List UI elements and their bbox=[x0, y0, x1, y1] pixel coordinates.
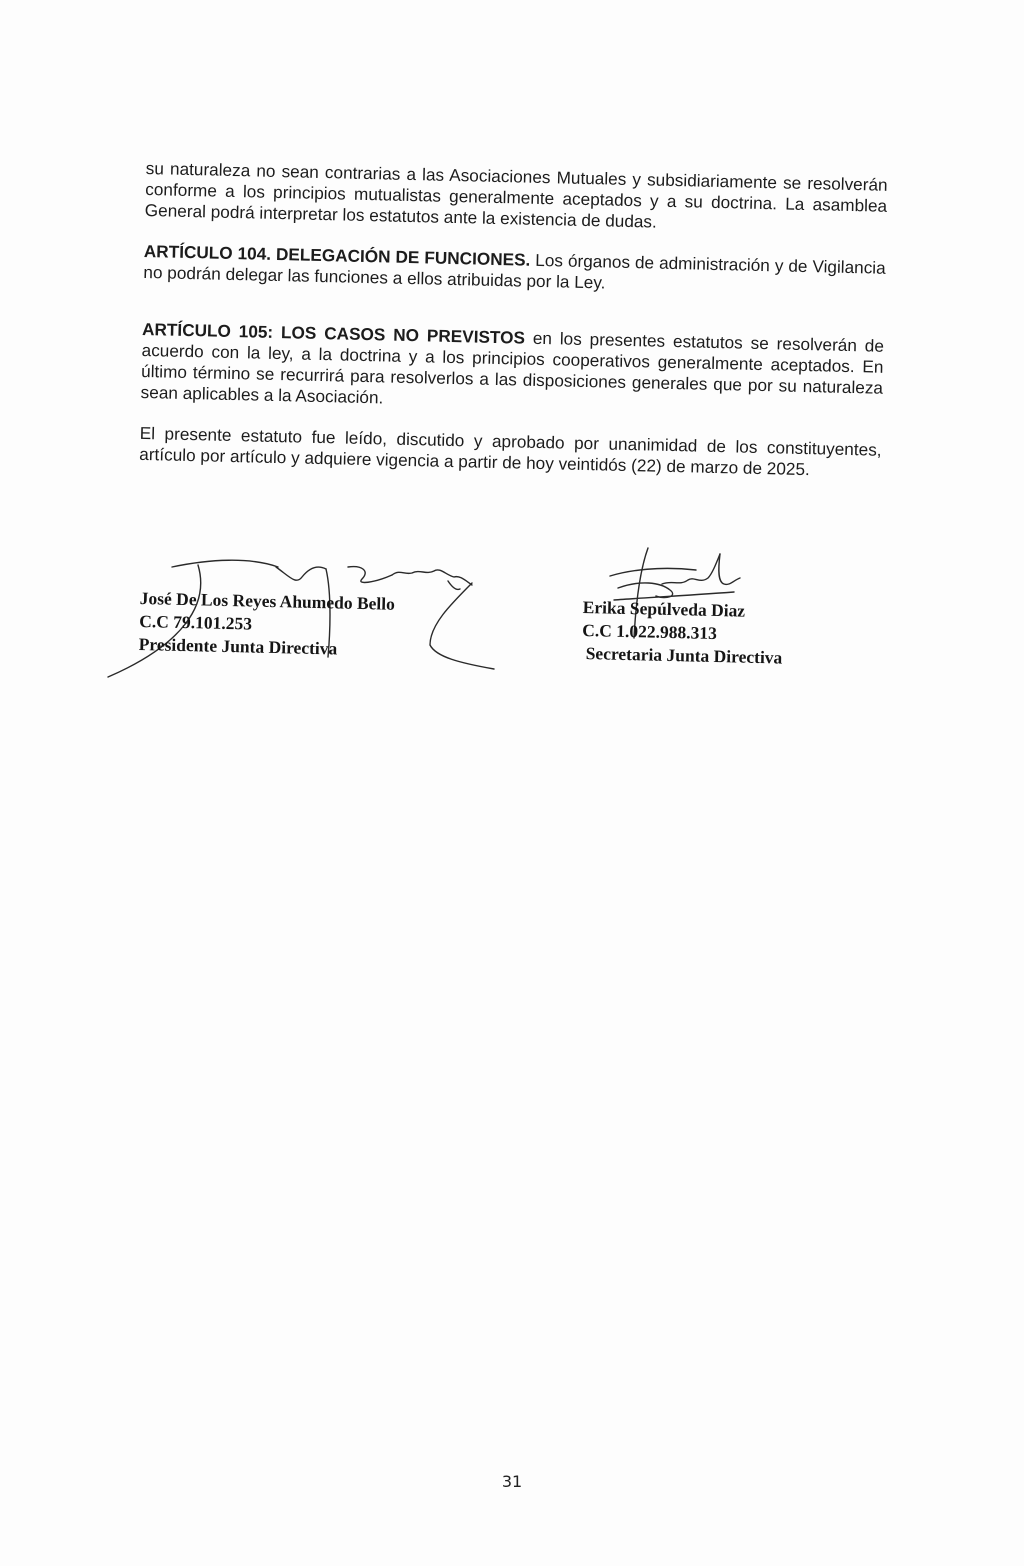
paragraph-text: su naturaleza no sean contrarias a las Asociaciones Mutuales y subsidiariamente se resolverán conforme a los principios mutualistas generalmente aceptados y a su doctrina. La asamblea General podrá interpretar los estatutos ante la existencia de dudas. bbox=[144, 158, 888, 232]
signer-name: Erika Sepúlveda Diaz bbox=[582, 596, 746, 621]
signature-right bbox=[581, 596, 902, 672]
article-105-heading: ARTÍCULO 105: LOS CASOS NO PREVISTOS bbox=[141, 318, 526, 348]
approval-text: El presente estatuto fue leído, discutido y aprobado por unanimidad de los constituyentes, artículo por artículo y adquiere vigencia a partir de hoy veintidós (22) de marzo de 2025. bbox=[139, 422, 882, 480]
signer-name: José De Los Reyes Ahumedo Bello bbox=[139, 587, 396, 614]
article-104 bbox=[143, 241, 886, 300]
article-104-text: Los órganos de administración y de Vigilancia no podrán delegar las funciones a ellos atribuidas por la Ley. bbox=[143, 249, 886, 293]
approval-statement bbox=[139, 423, 882, 482]
article-105 bbox=[140, 319, 884, 420]
paragraph-continuation bbox=[145, 158, 888, 238]
article-104-heading: ARTÍCULO 104. DELEGACIÓN DE FUNCIONES. bbox=[143, 240, 531, 270]
signer-role: Secretaria Junta Directiva bbox=[585, 643, 783, 668]
signer-role: Presidente Junta Directiva bbox=[138, 633, 338, 659]
document-body bbox=[139, 158, 888, 502]
signature-left bbox=[138, 587, 499, 664]
article-105-text: en los presentes estatutos se resolverán de acuerdo con la ley, a la doctrina y a los principios cooperativos generalmente aceptados. En último término se recurrirá para resolverlos a las disposiciones generales que por su naturaleza sean aplicables a la Asociación. bbox=[140, 327, 885, 408]
page-number: 31 bbox=[501, 1472, 523, 1491]
signer-id: C.C 1.022.988.313 bbox=[582, 619, 718, 644]
signer-id: C.C 79.101.253 bbox=[139, 610, 253, 634]
